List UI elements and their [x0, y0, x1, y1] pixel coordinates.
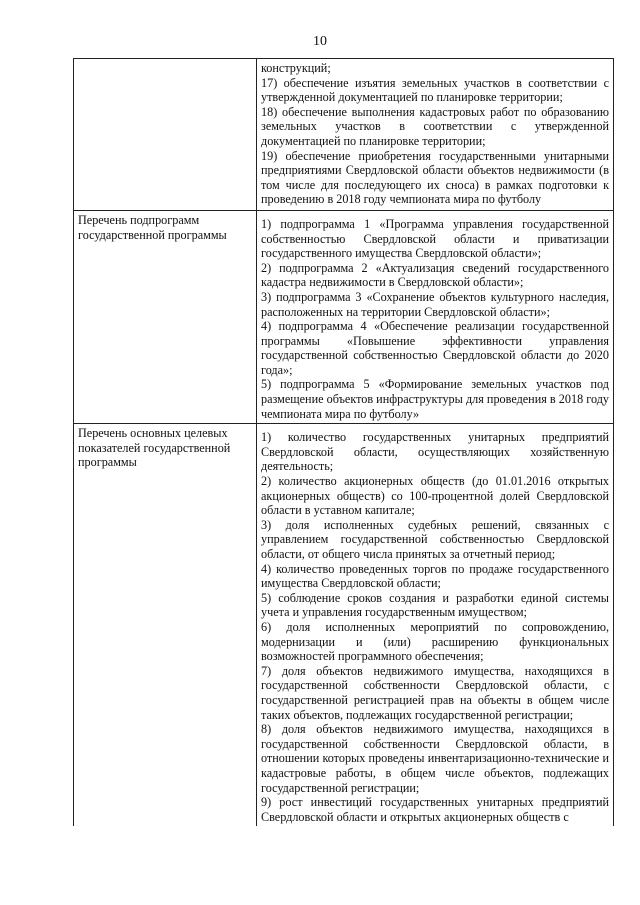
list-item: 8) доля объектов недвижимого имущества, находящихся в государственной собственности Свердловской области, в отношении которых проведены инвентаризационно-технические и кадастровые работы, в общем числе объектов, подлежащих государственной регистрации;: [261, 722, 609, 795]
table-row-subprograms: [74, 210, 614, 423]
table-row-indicators: [74, 424, 614, 827]
list-item: 4) подпрограмма 4 «Обеспечение реализации государственной программы «Повышение эффективности управления государственной собственностью Свердловской области до 2020 года»;: [261, 319, 609, 377]
row-label-subprograms: Перечень подпрограмм государственной программы: [74, 210, 257, 423]
list-item: конструкций;: [261, 61, 331, 75]
table-row-continuation: [74, 59, 614, 211]
list-item: 1) количество государственных унитарных предприятий Свердловской области, осуществляющих хозяйственную деятельность;: [261, 430, 609, 474]
list-item: 7) доля объектов недвижимого имущества, находящихся в государственной собственности Свердловской области, с государственной регистрацией прав на объекты в общем числе таких объектов, подлежащих государственной регистрации;: [261, 663, 609, 722]
list-item: 19) обеспечение приобретения государственными унитарными предприятиями Свердловской области объектов недвижимости (в том числе для последующего их сноса) в рамках подготовки к проведению в 2018 году чемпионата мира по футболу: [261, 148, 609, 207]
row-content-subprograms: [257, 210, 614, 423]
list-item: 2) подпрограмма 2 «Актуализация сведений государственного кадастра недвижимости в Свердловской области»;: [261, 260, 609, 290]
list-item: 17) обеспечение изъятия земельных участков в соответствии с утвержденной документацией по планировке территории;: [261, 75, 609, 105]
list-item: 9) рост инвестиций государственных унитарных предприятий Свердловской области и открытых акционерных обществ с: [261, 795, 609, 824]
list-item: 1) подпрограмма 1 «Программа управления государственной собственностью Свердловской области и приватизации государственного имущества Свердловской области»;: [261, 216, 609, 261]
list-item: 5) подпрограмма 5 «Формирование земельных участков под размещение объектов инфраструктуры для проведения в 2018 году чемпионата мира по футболу»: [261, 377, 609, 421]
row-content-indicators: [257, 424, 614, 827]
list-item: 5) соблюдение сроков создания и разработки единой системы учета и управления государственным имуществом;: [261, 590, 609, 620]
row-label-empty: [74, 59, 257, 211]
page-number: 10: [313, 34, 327, 49]
list-item: 2) количество акционерных обществ (до 01.01.2016 открытых акционерных обществ) со 100-процентной долей Свердловской области в уставном капитале;: [261, 474, 609, 518]
row-content-continuation: [257, 59, 614, 211]
list-item: 4) количество проведенных торгов по продаже государственного имущества Свердловской области;: [261, 561, 609, 591]
row-label-indicators: Перечень основных целевых показателей государственной программы: [74, 424, 257, 827]
list-item: 3) доля исполненных судебных решений, связанных с управлением государственной собственностью Свердловской области, от общего числа принятых за отчетный период;: [261, 517, 609, 561]
list-item: 18) обеспечение выполнения кадастровых работ по образованию земельных участков в соответствии с утвержденной документацией по планировке территории;: [261, 104, 609, 148]
list-item: 6) доля исполненных мероприятий по сопровождению, модернизации и (или) расширению функциональных возможностей программного обеспечения;: [261, 619, 609, 664]
list-item: 3) подпрограмма 3 «Сохранение объектов культурного наследия, расположенных на территории Свердловской области»;: [261, 289, 609, 319]
program-passport-table: [73, 58, 614, 826]
